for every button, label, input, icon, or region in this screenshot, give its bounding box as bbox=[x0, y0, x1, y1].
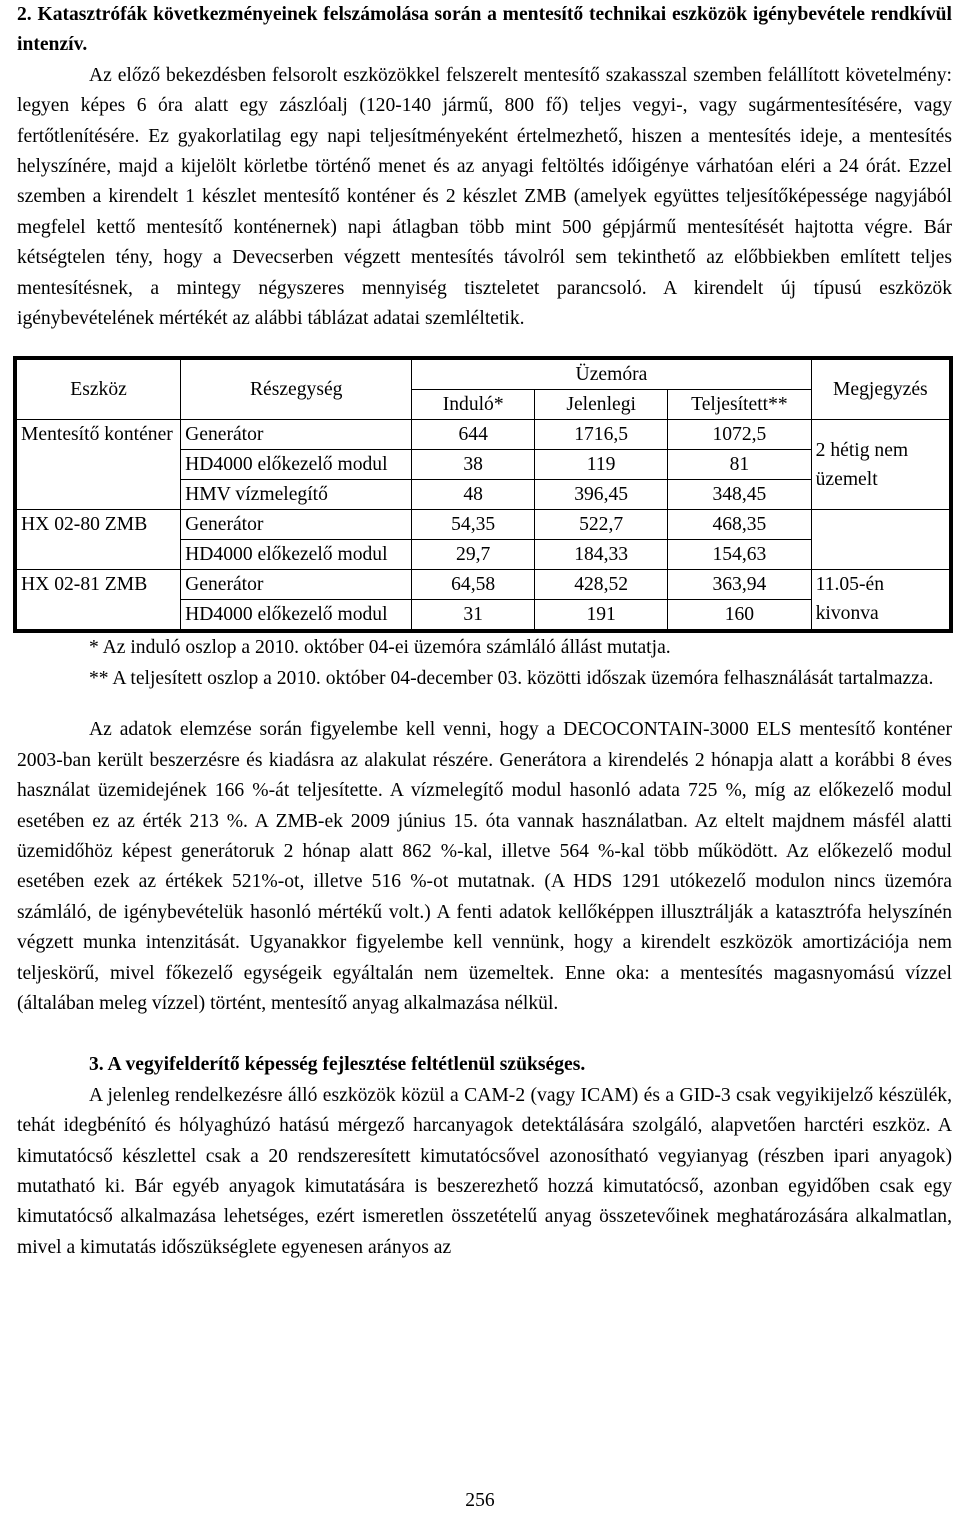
header-eszkoz: Eszköz bbox=[15, 358, 181, 420]
header-uzemora: Üzemóra bbox=[412, 358, 811, 390]
teljesitett-cell: 154,63 bbox=[668, 540, 811, 570]
jelenlegi-cell: 119 bbox=[535, 450, 668, 480]
header-teljesitett: Teljesített** bbox=[668, 390, 811, 420]
indulo-cell: 64,58 bbox=[412, 570, 535, 600]
footnote-2: ** A teljesített oszlop a 2010. október 04-december 03. közötti időszak üzemóra felhasználását tartalmazza. bbox=[89, 667, 934, 689]
section-2-heading: 2. Katasztrófák következményeinek felszámolása során a mentesítő technikai eszközök igénybevétele rendkívül intenzív. bbox=[17, 4, 952, 56]
jelenlegi-cell: 184,33 bbox=[535, 540, 668, 570]
analysis-paragraph: Az adatok elemzése során figyelembe kell venni, hogy a DECOCONTAIN-3000 ELS mentesítő konténer 2003-ban került beszerzésre és kiadásra az alakulat részére. Generátora a kirendelés 2 hónapja alatt a korábbi 8 éves használat üzemidejének 166 %-át teljesítette. A vízmelegítő modul hasonló adata 725 %, míg az előkezelő modul esetében ez az érték 213 %. A ZMB-ek 2009 június 15. óta vannak használatban. Az eltelt majdnem másfél alatti üzemidőhöz képest generátoruk 2 hónap alatt 862 %-kal, illetve 564 %-kal több működött. Az előkezelő modul esetében ezek az értékek 521%-ot, illetve 516 %-ot mutatnak. (A HDS 1291 utókezelő modulon nincs üzemóra számláló, de igénybevételük hasonló mértékű volt.) A fenti adatok kellőképpen illusztrálják a katasztrófa helyszínén végzett munka intenzitását. Ugyanakkor figyelembe kell vennünk, hogy a kirendelt eszközök amortizációja nem teljeskörű, mivel főkezelő egységeik egyáltalán nem üzemeltek. Enne oka: a mentesítés magasnyomású vízzel (általában meleg vízzel) történt, mentesítő anyag alkalmazása nélkül. bbox=[17, 719, 952, 1014]
header-megjegyzes: Megjegyzés bbox=[811, 358, 951, 420]
indulo-cell: 54,35 bbox=[412, 510, 535, 540]
document-page bbox=[17, 0, 952, 1263]
part-cell: HMV vízmelegítő bbox=[181, 480, 412, 510]
table-row bbox=[15, 570, 951, 600]
section-3-paragraph: A jelenleg rendelkezésre álló eszközök közül a CAM-2 (vagy ICAM) és a GID-3 csak vegyikijelző készülék, tehát idegbénító és hólyaghúzó hatású mérgező harcanyagok detektálására szolgáló, alapvetően harctéri eszköz. A kimutatócső készlettel csak a 20 rendszeresített kimutatócsővel azonosítható vegyianyag (részben ipari anyagok) mutatható ki. Bár egyéb anyagok kimutatására is beszerezhető hozzá kimutatócső, azonban egyidőben csak egy kimutatócső alkalmazása lehetséges, ezért ismeretlen összetételű anyag összetevőinek meghatározására alkalmatlan, mivel a kimutatás időszükséglete egyenesen arányos az bbox=[17, 1084, 952, 1258]
indulo-cell: 644 bbox=[412, 420, 535, 450]
teljesitett-cell: 1072,5 bbox=[668, 420, 811, 450]
note-cell bbox=[811, 510, 951, 570]
part-cell: HD4000 előkezelő modul bbox=[181, 450, 412, 480]
indulo-cell: 38 bbox=[412, 450, 535, 480]
page-number: 256 bbox=[465, 1490, 495, 1511]
table-row bbox=[15, 420, 951, 450]
part-cell: Generátor bbox=[181, 420, 412, 450]
teljesitett-cell: 160 bbox=[668, 600, 811, 632]
indulo-cell: 48 bbox=[412, 480, 535, 510]
jelenlegi-cell: 428,52 bbox=[535, 570, 668, 600]
jelenlegi-cell: 522,7 bbox=[535, 510, 668, 540]
device-cell: HX 02-80 ZMB bbox=[15, 510, 181, 570]
note-cell: 2 hétig nem üzemelt bbox=[811, 420, 951, 510]
part-cell: HD4000 előkezelő modul bbox=[181, 600, 412, 632]
teljesitett-cell: 363,94 bbox=[668, 570, 811, 600]
part-cell: HD4000 előkezelő modul bbox=[181, 540, 412, 570]
table-footnotes bbox=[17, 633, 952, 694]
indulo-cell: 31 bbox=[412, 600, 535, 632]
section-2-paragraph: Az előző bekezdésben felsorolt eszközökkel felszerelt mentesítő szakasszal szemben felállított követelmény: legyen képes 6 óra alatt egy zászlóalj (120-140 jármű, 800 fő) teljes vegyi-, vagy sugármentesítésére, vagy fertőtlenítésére. Ez gyakorlatilag egy napi teljesítményeként értelmezhető, hiszen a mentesítés ideje, a mentesítés helyszínére, majd a kijelölt körletbe történő menet és az anyagi feltöltés időigénye várhatóan eléri a 24 órát. Ezzel szemben a kirendelt 1 készlet mentesítő konténer és 2 készlet ZMB (amelyek együttes teljesítőképessége nagyjából megfelel kettő mentesítő konténernek) napi átlagban több mint 500 gépjármű mentesítését hajtotta végre. Bár kétségtelen tény, hogy a Devecserben végzett mentesítés távolról sem tekinthető az előbbiekben említett teljes mentesítésnek, a mintegy négyszeres mennyiség tiszteletet parancsoló. A kirendelt új típusú eszközök igénybevételének mértékét az alábbi táblázat adatai szemléltetik. bbox=[17, 64, 952, 330]
teljesitett-cell: 81 bbox=[668, 450, 811, 480]
note-cell: 11.05-én kivonva bbox=[811, 570, 951, 632]
header-jelenlegi: Jelenlegi bbox=[535, 390, 668, 420]
header-reszegyseg: Részegység bbox=[181, 358, 412, 420]
device-cell: HX 02-81 ZMB bbox=[15, 570, 181, 632]
jelenlegi-cell: 396,45 bbox=[535, 480, 668, 510]
teljesitett-cell: 468,35 bbox=[668, 510, 811, 540]
part-cell: Generátor bbox=[181, 510, 412, 540]
usage-hours-table bbox=[13, 356, 953, 633]
table-header-row bbox=[15, 358, 951, 390]
teljesitett-cell: 348,45 bbox=[668, 480, 811, 510]
indulo-cell: 29,7 bbox=[412, 540, 535, 570]
device-cell: Mentesítő konténer bbox=[15, 420, 181, 510]
table-row bbox=[15, 510, 951, 540]
jelenlegi-cell: 191 bbox=[535, 600, 668, 632]
jelenlegi-cell: 1716,5 bbox=[535, 420, 668, 450]
header-indulo: Induló* bbox=[412, 390, 535, 420]
part-cell: Generátor bbox=[181, 570, 412, 600]
footnote-1: * Az induló oszlop a 2010. október 04-ei üzemóra számláló állást mutatja. bbox=[89, 637, 671, 659]
section-3-heading: 3. A vegyifelderítő képesség fejlesztése feltétlenül szükséges. bbox=[89, 1054, 586, 1076]
